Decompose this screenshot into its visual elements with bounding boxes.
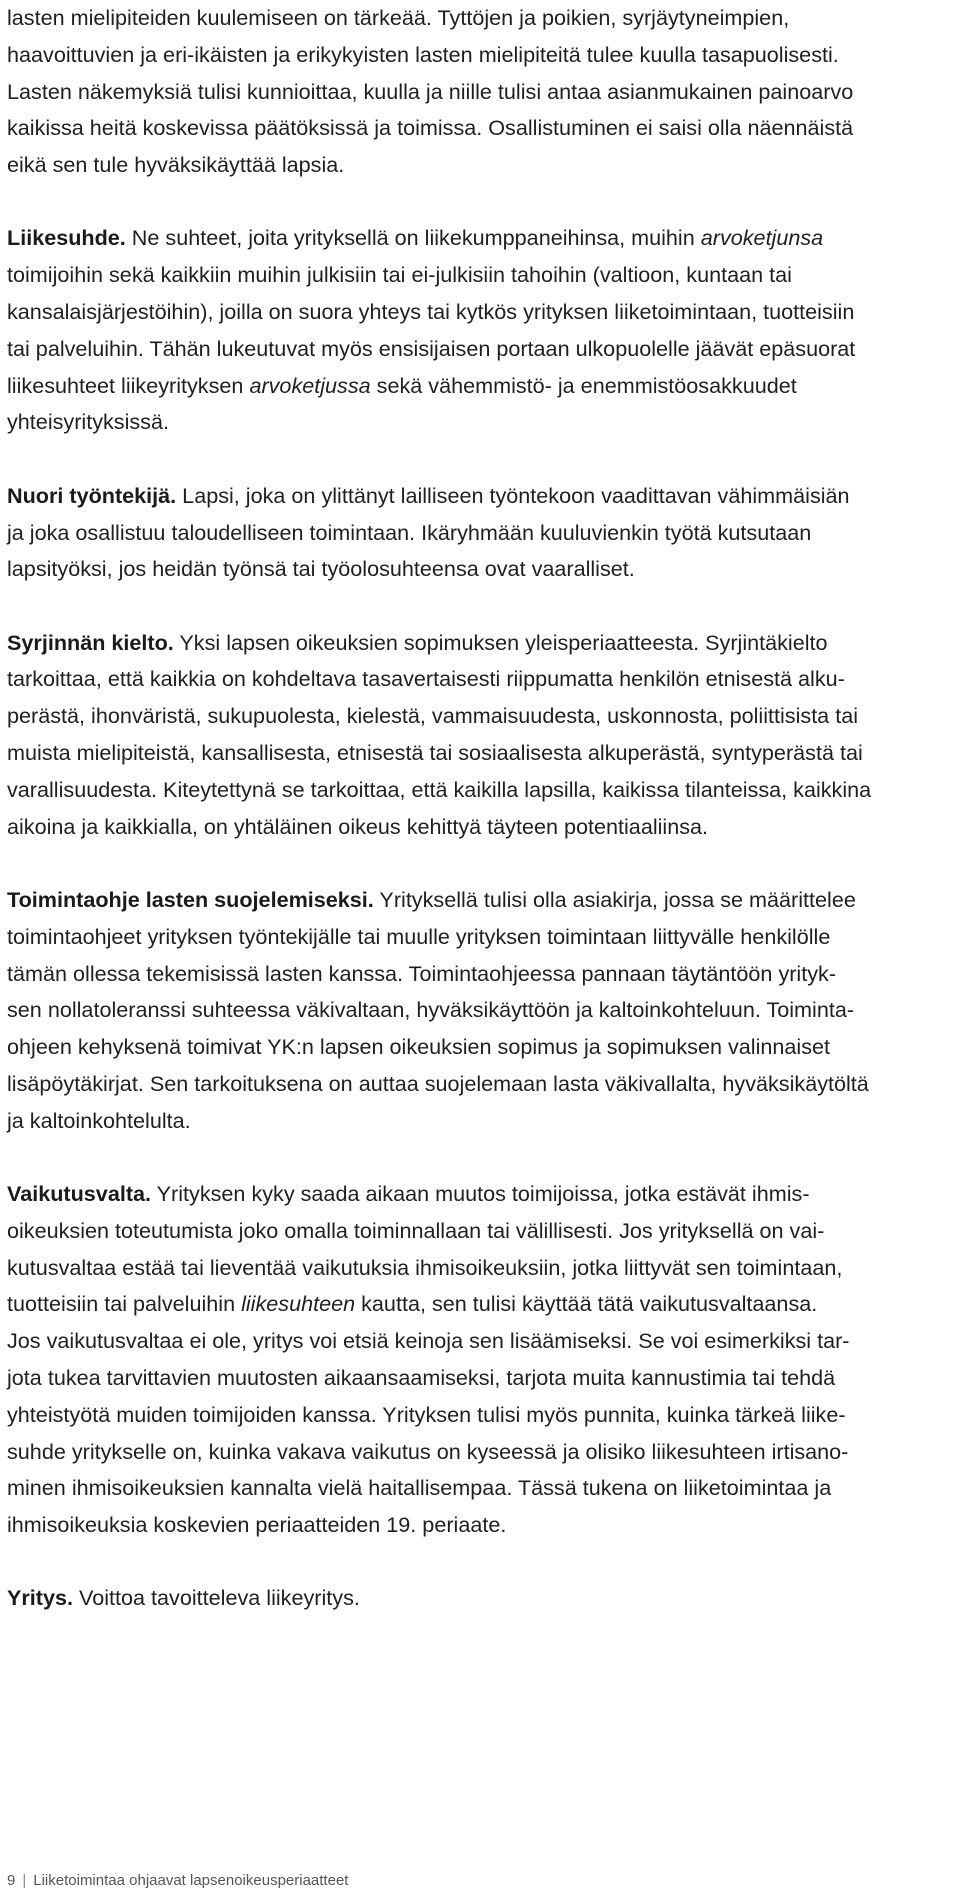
intro-paragraph: lasten mielipiteiden kuulemiseen on tärkeää. Tyttöjen ja poikien, syrjäytyneimpien, haavoittuvien ja eri-ikäisten ja erikykyisten lasten mielipiteitä tulee kuulla tasapuolisesti. Lasten näkemyksiä tulisi kunnioittaa, kuulla ja niille tulisi antaa asianmukainen painoarvo kaikissa heitä koskevissa päätöksissä ja toimissa. Osallistuminen ei saisi olla näennäistä eikä sen tule hyväksikäyttää lapsia. (7, 5, 854, 178)
footer-title: Liiketoimintaa ohjaavat lapsenoikeusperiaatteet (33, 1872, 349, 1889)
definition-text: Lapsi, joka on ylittänyt lailliseen työntekoon vaadittavan vähimmäisiän ja joka osallistuu taloudelliseen toimintaan. Ikäryhmään kuuluvienkin työtä kutsutaan lapsityöksi, jos heidän työnsä tai työolosuhteensa ovat vaaralliset. (7, 482, 850, 582)
definition-text: Ne suhteet, joita yrityksellä on liikekumppaneihinsa, muihin (125, 225, 701, 251)
definition-term: Liikesuhde. (7, 225, 126, 251)
definition-term: Syrjinnän kielto. (7, 629, 174, 655)
document-page (7, 0, 955, 1617)
definition-text: kautta, sen tulisi käyttää tätä vaikutusvaltaansa. Jos vaikutusvaltaa ei ole, yritys voi etsiä keinoja sen lisäämiseksi. Se voi esimerkiksi tar- jota tukea tarvittavien muutosten aikaansaamiseksi, tarjota muita kannustimia tai tehdä yhteistyötä muiden toimijoiden kanssa. Yrityksen tulisi myös punnita, kuinka tärkeä liike- suhde yritykselle on, kuinka vakava vaikutus on kyseessä ja olisiko liikesuhteen irtisano- minen ihmisoikeuksien kannalta vielä haitallisempaa. Tässä tukena on liiketoimintaa ja ihmisoikeuksia koskevien periaatteiden 19. periaate. (7, 1291, 850, 1538)
page-number: 9 (7, 1872, 16, 1889)
definition-term: Toimintaohje lasten suojelemiseksi. (7, 886, 374, 912)
spacer (7, 588, 955, 625)
definition-term: Vaikutusvalta. (7, 1181, 152, 1207)
definition-text: sekä vähemmistö- ja enemmistöosakkuudet yhteisyrityksissä. (7, 372, 797, 435)
definition-text: Yksi lapsen oikeuksien sopimuksen yleisperiaatteesta. Syrjintäkielto tarkoittaa, että kaikkia on kohdeltava tasavertaisesti riippumatta henkilön etnisestä alku- perästä, ihonväristä, sukupuolesta, kielestä, vammaisuudesta, uskonnosta, poliittisista tai muista mielipiteistä, kansallisesta, etnisestä tai sosiaalisesta alkuperästä, syntyperästä tai varallisuudesta. Kiteytettynä se tarkoittaa, että kaikilla lapsilla, kaikissa tilanteissa, kaikkina aikoina ja kaikkialla, on yhtäläinen oikeus kehittyä täyteen potentiaaliinsa. (7, 629, 872, 839)
definition-syrjinnan-kielto (7, 625, 955, 846)
spacer (7, 1140, 955, 1177)
definition-text: Yrityksen kyky saada aikaan muutos toimijoissa, jotka estävät ihmis- oikeuksien toteutumista joko omalla toiminnallaan tai välillisesti. Jos yrityksellä on vai- kutusvaltaa estää tai lieventää vaikutuksia ihmisoikeuksiin, jotka liittyvät sen toimintaan, tuotteisiin tai palveluihin (7, 1181, 843, 1317)
spacer (7, 184, 955, 221)
definition-text: toimijoihin sekä kaikkiin muihin julkisiin tai ei-julkisiin tahoihin (valtioon, kuntaan tai kansalaisjärjestöihin), joilla on suora yhteys tai kytkös yrityksen liiketoimintaan, tuotteisiin tai palveluihin. Tähän lukeutuvat myös ensisijaisen portaan ulkopuolelle jäävät epäsuorat liikesuhteet liikeyrityksen (7, 262, 856, 398)
definition-toimintaohje (7, 882, 955, 1140)
spacer (7, 441, 955, 478)
italic-term: arvoketjunsa (700, 225, 824, 251)
definition-term: Yritys. (7, 1585, 74, 1611)
spacer (7, 1544, 955, 1581)
footer-separator: | (22, 1872, 27, 1889)
definition-liikesuhde (7, 220, 955, 441)
definition-nuori-tyontekija (7, 478, 955, 588)
page-footer (7, 1871, 348, 1891)
spacer (7, 845, 955, 882)
definition-term: Nuori työntekijä. (7, 482, 177, 508)
italic-term: liikesuhteen (241, 1291, 356, 1317)
definition-text: Voittoa tavoitteleva liikeyritys. (73, 1585, 360, 1611)
definition-vaikutusvalta (7, 1176, 955, 1544)
definition-text: Yrityksellä tulisi olla asiakirja, jossa se määrittelee toimintaohjeet yrityksen työntekijälle tai muulle yrityksen toimintaan liittyvälle henkilölle tämän ollessa tekemisissä lasten kanssa. Toimintaohjeessa pannaan täytäntöön yrityk- sen nollatoleranssi suhteessa väkivaltaan, hyväksikäyttöön ja kaltoinkohteluun. Toiminta- ohjeen kehyksenä toimivat YK:n lapsen oikeuksien sopimus ja sopimuksen valinnaiset lisäpöytäkirjat. Sen tarkoituksena on auttaa suojelemaan lasta väkivallalta, hyväksikäytöltä ja kaltoinkohtelulta. (7, 886, 869, 1133)
definition-yritys (7, 1580, 955, 1617)
italic-term: arvoketjussa (249, 372, 371, 398)
